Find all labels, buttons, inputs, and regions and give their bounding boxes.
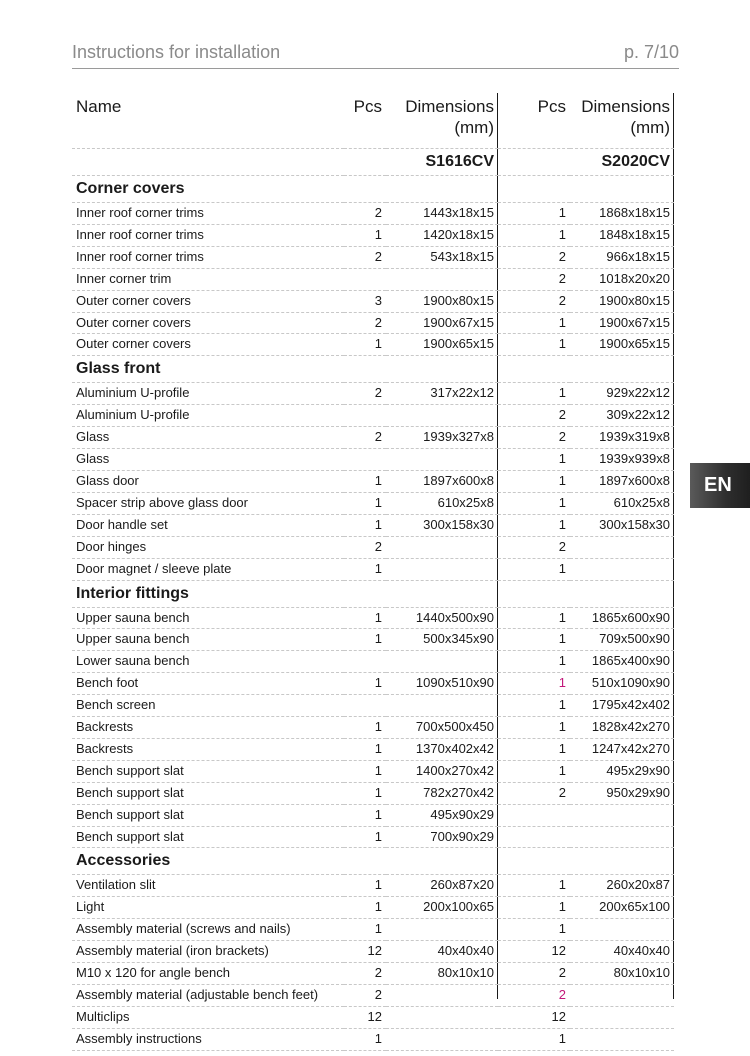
item-pcs-s2020cv: 1 [498, 203, 570, 225]
table-row [72, 246, 674, 268]
item-dimensions-s2020cv: 709x500x90 [570, 629, 674, 651]
item-name: Bench support slat [72, 782, 344, 804]
item-dimensions-s2020cv [570, 1028, 674, 1050]
item-pcs-s2020cv: 12 [498, 941, 570, 963]
table-row [72, 312, 674, 334]
item-dimensions-s1616cv: 1900x67x15 [386, 312, 498, 334]
item-name: Glass [72, 427, 344, 449]
table-row [72, 1028, 674, 1050]
item-pcs-s1616cv: 1 [344, 514, 386, 536]
item-pcs-s2020cv: 1 [498, 738, 570, 760]
item-name: Backrests [72, 738, 344, 760]
item-dimensions-s2020cv: 510x1090x90 [570, 673, 674, 695]
item-name: Glass door [72, 470, 344, 492]
item-pcs-s2020cv: 2 [498, 268, 570, 290]
item-pcs-s1616cv: 1 [344, 760, 386, 782]
item-name: Assembly material (screws and nails) [72, 919, 344, 941]
item-dimensions-s2020cv: 1939x319x8 [570, 427, 674, 449]
item-pcs-s2020cv: 1 [498, 558, 570, 580]
section-header [72, 580, 674, 607]
item-name: Inner corner trim [72, 268, 344, 290]
table-row [72, 290, 674, 312]
item-pcs-s1616cv: 1 [344, 826, 386, 848]
item-dimensions-s1616cv: 1370x402x42 [386, 738, 498, 760]
item-dimensions-s2020cv: 309x22x12 [570, 405, 674, 427]
item-pcs-s2020cv: 1 [498, 334, 570, 356]
item-name: Glass [72, 449, 344, 471]
item-name: Light [72, 897, 344, 919]
item-dimensions-s2020cv: 1897x600x8 [570, 470, 674, 492]
item-dimensions-s1616cv [386, 1006, 498, 1028]
table-row [72, 804, 674, 826]
item-dimensions-s1616cv: 500x345x90 [386, 629, 498, 651]
item-pcs-s2020cv: 2 [498, 427, 570, 449]
item-pcs-s2020cv: 2 [498, 985, 570, 1007]
item-dimensions-s1616cv: 782x270x42 [386, 782, 498, 804]
item-pcs-s1616cv: 2 [344, 985, 386, 1007]
item-pcs-s1616cv: 2 [344, 203, 386, 225]
item-pcs-s2020cv: 1 [498, 607, 570, 629]
table-row [72, 760, 674, 782]
item-pcs-s2020cv: 1 [498, 1028, 570, 1050]
item-pcs-s2020cv: 2 [498, 405, 570, 427]
table-row [72, 717, 674, 739]
item-pcs-s2020cv: 1 [498, 629, 570, 651]
item-name: Assembly instructions [72, 1028, 344, 1050]
item-dimensions-s2020cv: 495x29x90 [570, 760, 674, 782]
table-row [72, 673, 674, 695]
item-pcs-s2020cv: 2 [498, 290, 570, 312]
item-dimensions-s1616cv [386, 536, 498, 558]
item-pcs-s1616cv: 1 [344, 804, 386, 826]
item-pcs-s2020cv [498, 826, 570, 848]
item-pcs-s1616cv: 1 [344, 717, 386, 739]
model-s1616cv: S1616CV [386, 149, 498, 176]
item-name: Inner roof corner trims [72, 203, 344, 225]
item-name: Bench support slat [72, 826, 344, 848]
item-dimensions-s1616cv: 260x87x20 [386, 875, 498, 897]
item-pcs-s2020cv: 1 [498, 897, 570, 919]
item-pcs-s1616cv: 1 [344, 629, 386, 651]
item-pcs-s2020cv: 1 [498, 717, 570, 739]
item-dimensions-s1616cv: 610x25x8 [386, 492, 498, 514]
item-pcs-s1616cv: 1 [344, 558, 386, 580]
parts-table [72, 93, 674, 1051]
item-pcs-s1616cv [344, 405, 386, 427]
item-name: Assembly material (adjustable bench feet) [72, 985, 344, 1007]
item-dimensions-s2020cv: 966x18x15 [570, 246, 674, 268]
item-dimensions-s2020cv: 1900x65x15 [570, 334, 674, 356]
item-dimensions-s2020cv: 1795x42x402 [570, 695, 674, 717]
item-pcs-s1616cv: 12 [344, 1006, 386, 1028]
item-pcs-s1616cv: 1 [344, 919, 386, 941]
item-name: Door magnet / sleeve plate [72, 558, 344, 580]
item-pcs-s2020cv: 1 [498, 470, 570, 492]
page-header [72, 38, 679, 69]
item-dimensions-s2020cv [570, 1006, 674, 1028]
item-dimensions-s1616cv: 1897x600x8 [386, 470, 498, 492]
item-dimensions-s2020cv: 1939x939x8 [570, 449, 674, 471]
item-pcs-s1616cv: 2 [344, 536, 386, 558]
table-row [72, 782, 674, 804]
item-dimensions-s1616cv: 495x90x29 [386, 804, 498, 826]
table-row [72, 919, 674, 941]
table-row [72, 427, 674, 449]
header-dimensions-2: Dimensions (mm) [570, 93, 674, 149]
item-name: Spacer strip above glass door [72, 492, 344, 514]
item-dimensions-s1616cv: 1443x18x15 [386, 203, 498, 225]
item-name: Assembly material (iron brackets) [72, 941, 344, 963]
table-row [72, 334, 674, 356]
item-dimensions-s2020cv: 1018x20x20 [570, 268, 674, 290]
table-row [72, 492, 674, 514]
item-dimensions-s1616cv: 200x100x65 [386, 897, 498, 919]
table-row [72, 405, 674, 427]
item-name: Door handle set [72, 514, 344, 536]
item-pcs-s1616cv: 1 [344, 782, 386, 804]
item-pcs-s1616cv: 12 [344, 941, 386, 963]
item-pcs-s1616cv: 1 [344, 607, 386, 629]
item-dimensions-s2020cv: 300x158x30 [570, 514, 674, 536]
item-pcs-s1616cv: 1 [344, 224, 386, 246]
item-name: Upper sauna bench [72, 629, 344, 651]
item-dimensions-s2020cv: 40x40x40 [570, 941, 674, 963]
item-dimensions-s1616cv: 1900x80x15 [386, 290, 498, 312]
item-dimensions-s2020cv: 1900x67x15 [570, 312, 674, 334]
item-pcs-s2020cv: 1 [498, 312, 570, 334]
item-pcs-s1616cv: 2 [344, 246, 386, 268]
item-pcs-s1616cv: 1 [344, 334, 386, 356]
item-dimensions-s1616cv: 80x10x10 [386, 963, 498, 985]
header-name: Name [72, 93, 344, 149]
item-pcs-s1616cv: 1 [344, 897, 386, 919]
item-dimensions-s2020cv [570, 826, 674, 848]
item-pcs-s1616cv: 2 [344, 383, 386, 405]
table-row [72, 1006, 674, 1028]
item-dimensions-s1616cv: 700x500x450 [386, 717, 498, 739]
item-dimensions-s2020cv: 610x25x8 [570, 492, 674, 514]
item-pcs-s2020cv [498, 804, 570, 826]
item-name: Bench support slat [72, 760, 344, 782]
item-dimensions-s1616cv [386, 651, 498, 673]
item-dimensions-s2020cv [570, 985, 674, 1007]
section-header [72, 356, 674, 383]
item-pcs-s1616cv: 1 [344, 1028, 386, 1050]
item-pcs-s2020cv: 1 [498, 695, 570, 717]
item-dimensions-s1616cv [386, 695, 498, 717]
item-dimensions-s1616cv: 543x18x15 [386, 246, 498, 268]
item-dimensions-s1616cv: 300x158x30 [386, 514, 498, 536]
table-row [72, 963, 674, 985]
item-dimensions-s2020cv: 929x22x12 [570, 383, 674, 405]
item-pcs-s1616cv: 1 [344, 875, 386, 897]
item-dimensions-s2020cv: 80x10x10 [570, 963, 674, 985]
table-row [72, 985, 674, 1007]
table-row [72, 941, 674, 963]
item-pcs-s2020cv: 2 [498, 782, 570, 804]
item-pcs-s1616cv [344, 695, 386, 717]
table-row [72, 203, 674, 225]
item-pcs-s1616cv [344, 268, 386, 290]
item-dimensions-s2020cv: 1865x400x90 [570, 651, 674, 673]
section-title: Accessories [72, 848, 344, 875]
item-dimensions-s1616cv [386, 558, 498, 580]
item-pcs-s2020cv: 2 [498, 536, 570, 558]
model-row [72, 149, 674, 176]
item-dimensions-s2020cv: 950x29x90 [570, 782, 674, 804]
item-name: Aluminium U-profile [72, 405, 344, 427]
item-dimensions-s2020cv: 1900x80x15 [570, 290, 674, 312]
item-pcs-s1616cv: 1 [344, 470, 386, 492]
item-dimensions-s2020cv: 1828x42x270 [570, 717, 674, 739]
item-dimensions-s1616cv [386, 449, 498, 471]
header-pcs-1: Pcs [344, 93, 386, 149]
page-number: p. 7/10 [623, 42, 679, 62]
table-row [72, 558, 674, 580]
table-header-row [72, 93, 674, 149]
item-pcs-s2020cv: 1 [498, 673, 570, 695]
table-row [72, 268, 674, 290]
item-name: Aluminium U-profile [72, 383, 344, 405]
item-dimensions-s2020cv [570, 536, 674, 558]
section-title: Interior fittings [72, 580, 344, 607]
item-name: Door hinges [72, 536, 344, 558]
item-dimensions-s1616cv: 1090x510x90 [386, 673, 498, 695]
item-name: Outer corner covers [72, 290, 344, 312]
table-row [72, 695, 674, 717]
table-row [72, 738, 674, 760]
item-name: Bench support slat [72, 804, 344, 826]
table-row [72, 651, 674, 673]
item-dimensions-s1616cv [386, 985, 498, 1007]
item-name: Inner roof corner trims [72, 246, 344, 268]
section-title: Glass front [72, 356, 344, 383]
header-dimensions-1: Dimensions (mm) [386, 93, 498, 149]
item-dimensions-s2020cv [570, 919, 674, 941]
table-row [72, 224, 674, 246]
item-dimensions-s1616cv: 1900x65x15 [386, 334, 498, 356]
item-dimensions-s1616cv: 40x40x40 [386, 941, 498, 963]
item-pcs-s1616cv: 1 [344, 492, 386, 514]
item-pcs-s2020cv: 1 [498, 514, 570, 536]
item-pcs-s1616cv [344, 449, 386, 471]
table-row [72, 383, 674, 405]
item-name: Bench foot [72, 673, 344, 695]
item-dimensions-s1616cv [386, 919, 498, 941]
header-pcs-2: Pcs [498, 93, 570, 149]
item-dimensions-s2020cv [570, 804, 674, 826]
item-pcs-s1616cv: 2 [344, 312, 386, 334]
table-row [72, 607, 674, 629]
section-title: Corner covers [72, 176, 344, 203]
item-name: Outer corner covers [72, 312, 344, 334]
item-name: Inner roof corner trims [72, 224, 344, 246]
item-pcs-s2020cv: 1 [498, 492, 570, 514]
item-dimensions-s1616cv: 1939x327x8 [386, 427, 498, 449]
document-title: Instructions for installation [72, 42, 281, 62]
item-pcs-s2020cv: 1 [498, 449, 570, 471]
item-pcs-s2020cv: 1 [498, 651, 570, 673]
item-pcs-s1616cv: 1 [344, 673, 386, 695]
table-row [72, 826, 674, 848]
item-name: Bench screen [72, 695, 344, 717]
item-pcs-s2020cv: 1 [498, 224, 570, 246]
item-dimensions-s1616cv: 317x22x12 [386, 383, 498, 405]
item-pcs-s2020cv: 2 [498, 246, 570, 268]
item-dimensions-s2020cv [570, 558, 674, 580]
item-pcs-s1616cv: 1 [344, 738, 386, 760]
item-dimensions-s2020cv: 1865x600x90 [570, 607, 674, 629]
table-row [72, 897, 674, 919]
item-pcs-s1616cv: 2 [344, 963, 386, 985]
table-row [72, 875, 674, 897]
item-name: Lower sauna bench [72, 651, 344, 673]
item-pcs-s2020cv: 12 [498, 1006, 570, 1028]
model-s2020cv: S2020CV [570, 149, 674, 176]
table-row [72, 470, 674, 492]
item-pcs-s2020cv: 1 [498, 875, 570, 897]
item-name: Ventilation slit [72, 875, 344, 897]
item-dimensions-s1616cv: 1440x500x90 [386, 607, 498, 629]
item-pcs-s2020cv: 1 [498, 760, 570, 782]
item-dimensions-s2020cv: 1868x18x15 [570, 203, 674, 225]
item-name: M10 x 120 for angle bench [72, 963, 344, 985]
item-name: Outer corner covers [72, 334, 344, 356]
item-pcs-s2020cv: 1 [498, 919, 570, 941]
item-pcs-s1616cv [344, 651, 386, 673]
item-dimensions-s1616cv: 1400x270x42 [386, 760, 498, 782]
item-pcs-s1616cv: 2 [344, 427, 386, 449]
item-dimensions-s1616cv [386, 1028, 498, 1050]
language-tab[interactable]: EN [690, 463, 750, 508]
item-dimensions-s1616cv [386, 405, 498, 427]
item-pcs-s2020cv: 2 [498, 963, 570, 985]
item-dimensions-s1616cv: 1420x18x15 [386, 224, 498, 246]
section-header [72, 848, 674, 875]
table-row [72, 449, 674, 471]
item-dimensions-s2020cv: 200x65x100 [570, 897, 674, 919]
item-name: Upper sauna bench [72, 607, 344, 629]
item-dimensions-s2020cv: 1247x42x270 [570, 738, 674, 760]
item-name: Multiclips [72, 1006, 344, 1028]
section-header [72, 176, 674, 203]
table-row [72, 536, 674, 558]
table-row [72, 514, 674, 536]
table-row [72, 629, 674, 651]
item-dimensions-s2020cv: 1848x18x15 [570, 224, 674, 246]
item-dimensions-s2020cv: 260x20x87 [570, 875, 674, 897]
item-name: Backrests [72, 717, 344, 739]
item-dimensions-s1616cv [386, 268, 498, 290]
item-dimensions-s1616cv: 700x90x29 [386, 826, 498, 848]
item-pcs-s1616cv: 3 [344, 290, 386, 312]
item-pcs-s2020cv: 1 [498, 383, 570, 405]
